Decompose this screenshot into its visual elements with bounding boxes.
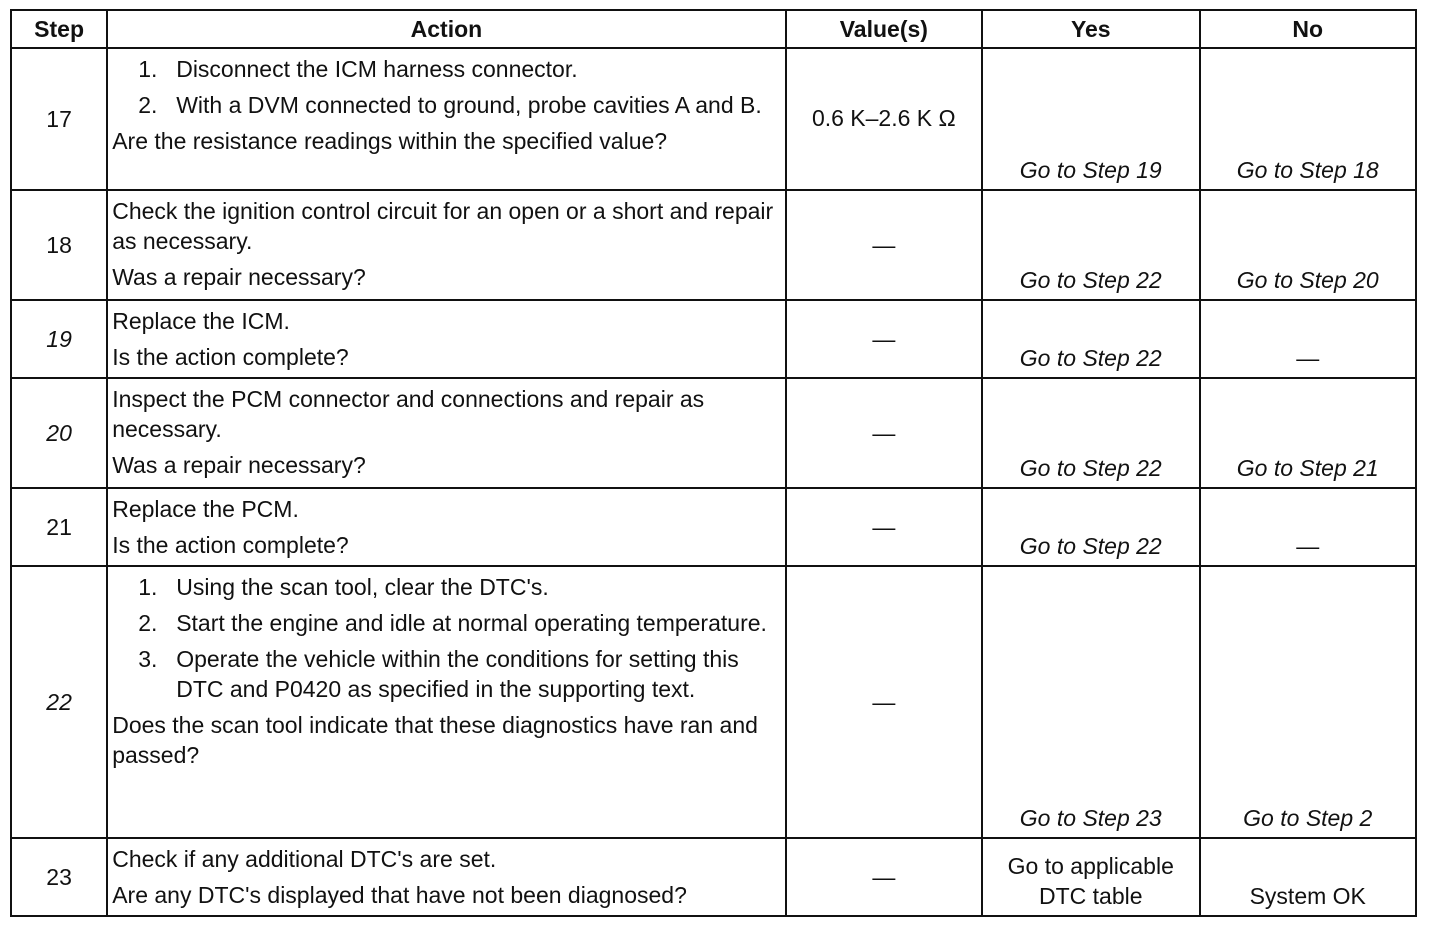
action-cell <box>107 48 785 190</box>
no-cell: Go to Step 20 <box>1200 190 1417 300</box>
yes-cell: Go to Step 19 <box>982 48 1199 190</box>
action-question: Are the resistance readings within the specified value? <box>112 128 668 154</box>
action-question: Is the action complete? <box>112 532 349 558</box>
yes-cell: Go to applicable DTC table <box>982 838 1199 916</box>
value-cell: — <box>786 190 982 300</box>
list-item: 2. Start the engine and idle at normal operating temperature. <box>138 610 767 636</box>
action-question: Was a repair necessary? <box>112 452 366 478</box>
no-cell: System OK <box>1200 838 1417 916</box>
header-yes: Yes <box>982 10 1199 48</box>
value-cell: — <box>786 566 982 838</box>
step-number: 21 <box>11 488 107 566</box>
diagnostic-table <box>10 9 1417 917</box>
step-number: 19 <box>11 300 107 378</box>
table-row-step-17 <box>11 48 1416 190</box>
list-item: 1. Disconnect the ICM harness connector. <box>138 56 578 82</box>
value-cell: — <box>786 488 982 566</box>
table-row-step-18 <box>11 190 1416 300</box>
action-question: Was a repair necessary? <box>112 264 366 290</box>
yes-cell: Go to Step 22 <box>982 488 1199 566</box>
action-text: Check the ignition control circuit for an open or a short and repair as necessary. <box>112 198 774 254</box>
list-item: 3. Operate the vehicle within the conditions for setting this DTC and P0420 as specified in the supporting text. <box>138 646 739 702</box>
action-text: Replace the ICM. <box>112 308 290 334</box>
yes-cell: Go to Step 22 <box>982 378 1199 488</box>
value-cell: 0.6 K–2.6 K Ω <box>786 48 982 190</box>
value-cell: — <box>786 378 982 488</box>
table-row-step-19 <box>11 300 1416 378</box>
action-cell <box>107 300 785 378</box>
action-list <box>112 572 776 704</box>
step-number: 20 <box>11 378 107 488</box>
action-text: Inspect the PCM connector and connections and repair as necessary. <box>112 386 705 442</box>
list-item: 1. Using the scan tool, clear the DTC's. <box>138 574 549 600</box>
no-cell: — <box>1200 488 1417 566</box>
yes-cell: Go to Step 23 <box>982 566 1199 838</box>
action-cell <box>107 378 785 488</box>
action-cell <box>107 838 785 916</box>
no-cell: Go to Step 21 <box>1200 378 1417 488</box>
yes-cell: Go to Step 22 <box>982 190 1199 300</box>
yes-cell: Go to Step 22 <box>982 300 1199 378</box>
action-question: Does the scan tool indicate that these diagnostics have ran and passed? <box>112 712 758 768</box>
no-cell: — <box>1200 300 1417 378</box>
step-number: 22 <box>11 566 107 838</box>
no-cell: Go to Step 18 <box>1200 48 1417 190</box>
action-cell <box>107 190 785 300</box>
table-row-step-23 <box>11 838 1416 916</box>
value-cell: — <box>786 838 982 916</box>
value-cell: — <box>786 300 982 378</box>
no-cell: Go to Step 2 <box>1200 566 1417 838</box>
table-row-step-20 <box>11 378 1416 488</box>
header-row <box>11 10 1416 48</box>
action-cell <box>107 566 785 838</box>
action-question: Are any DTC's displayed that have not been diagnosed? <box>112 882 687 908</box>
step-number: 17 <box>11 48 107 190</box>
step-number: 23 <box>11 838 107 916</box>
header-values: Value(s) <box>786 10 982 48</box>
header-no: No <box>1200 10 1417 48</box>
step-number: 18 <box>11 190 107 300</box>
action-text: Check if any additional DTC's are set. <box>112 846 497 872</box>
action-cell <box>107 488 785 566</box>
list-item: 2. With a DVM connected to ground, probe cavities A and B. <box>138 92 762 118</box>
action-question: Is the action complete? <box>112 344 349 370</box>
table-row-step-22 <box>11 566 1416 838</box>
action-list <box>112 54 776 120</box>
table-row-step-21 <box>11 488 1416 566</box>
header-action: Action <box>107 10 785 48</box>
action-text: Replace the PCM. <box>112 496 299 522</box>
header-step: Step <box>11 10 107 48</box>
